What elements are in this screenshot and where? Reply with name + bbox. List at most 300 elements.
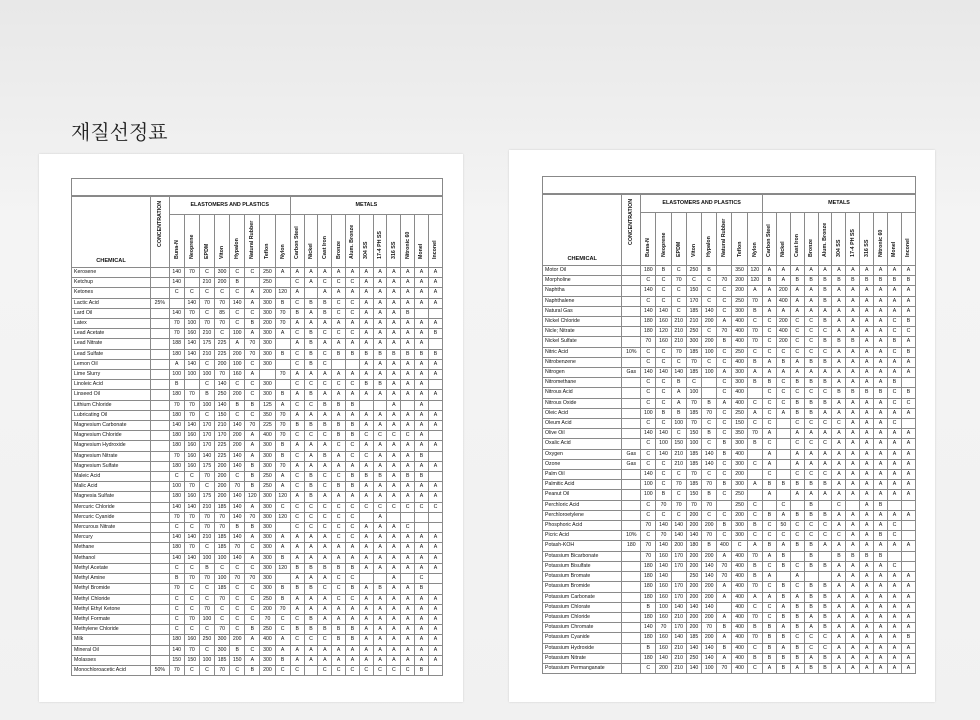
- rating-cell: [428, 400, 442, 410]
- rating-cell: A: [359, 359, 373, 369]
- rating-cell: B: [832, 337, 846, 347]
- rating-cell: B: [790, 398, 804, 408]
- table-row: [72, 329, 443, 339]
- rating-cell: A: [747, 592, 762, 602]
- rating-cell: A: [359, 523, 373, 533]
- rating-cell: B: [304, 298, 318, 308]
- rating-cell: A: [346, 461, 360, 471]
- rating-cell: A: [428, 635, 442, 645]
- rating-cell: [275, 380, 290, 390]
- rating-cell: A: [776, 266, 790, 276]
- column-header: 316 SS: [860, 213, 874, 266]
- rating-cell: 200: [732, 286, 747, 296]
- rating-cell: A: [332, 604, 346, 614]
- rating-cell: A: [901, 286, 915, 296]
- rating-cell: 210: [671, 663, 686, 673]
- table-row: [72, 461, 443, 471]
- rating-cell: B: [804, 663, 818, 673]
- rating-cell: 70: [747, 429, 762, 439]
- rating-cell: B: [346, 584, 360, 594]
- chemical-name: Lead Acetate: [72, 329, 151, 339]
- rating-cell: A: [387, 645, 401, 655]
- rating-cell: 200: [702, 551, 717, 561]
- chemical-name: Mercuric Chloride: [72, 502, 151, 512]
- rating-cell: [304, 665, 318, 675]
- rating-cell: B: [332, 625, 346, 635]
- chemical-compatibility-table-left: [71, 195, 443, 676]
- rating-cell: A: [318, 614, 332, 624]
- rating-cell: 180: [641, 633, 656, 643]
- rating-cell: B: [304, 625, 318, 635]
- rating-cell: C: [215, 563, 230, 573]
- rating-cell: 70: [275, 461, 290, 471]
- chemical-name: Mercurous Nitrate: [72, 523, 151, 533]
- page-title: 재질선정표: [71, 120, 168, 144]
- rating-cell: A: [846, 459, 860, 469]
- rating-cell: A: [860, 490, 874, 500]
- rating-cell: 70: [169, 451, 184, 461]
- rating-cell: C: [790, 470, 804, 480]
- rating-cell: A: [860, 623, 874, 633]
- rating-cell: A: [717, 582, 732, 592]
- rating-cell: 140: [184, 298, 199, 308]
- rating-cell: B: [671, 378, 686, 388]
- rating-cell: A: [401, 461, 415, 471]
- rating-cell: B: [790, 276, 804, 286]
- rating-cell: B: [275, 655, 290, 665]
- rating-cell: B: [275, 584, 290, 594]
- rating-cell: B: [702, 490, 717, 500]
- rating-cell: A: [860, 408, 874, 418]
- rating-cell: 175: [199, 339, 214, 349]
- rating-cell: 100: [230, 359, 245, 369]
- rating-cell: A: [832, 266, 846, 276]
- rating-cell: A: [373, 533, 387, 543]
- rating-cell: A: [245, 329, 260, 339]
- rating-cell: A: [275, 482, 290, 492]
- rating-cell: 70: [169, 329, 184, 339]
- rating-cell: A: [359, 645, 373, 655]
- rating-cell: A: [860, 470, 874, 480]
- rating-cell: [763, 500, 777, 510]
- rating-cell: 70: [184, 410, 199, 420]
- rating-cell: 160: [656, 612, 671, 622]
- rating-cell: A: [387, 614, 401, 624]
- column-header: Bronze: [332, 215, 346, 268]
- rating-cell: A: [373, 268, 387, 278]
- table-row: [72, 380, 443, 390]
- table-row: [72, 614, 443, 624]
- rating-cell: A: [401, 288, 415, 298]
- rating-cell: A: [846, 592, 860, 602]
- rating-cell: [415, 512, 429, 522]
- rating-cell: A: [346, 319, 360, 329]
- concentration-cell: [622, 470, 641, 480]
- table-row: [543, 653, 916, 663]
- rating-cell: C: [290, 472, 304, 482]
- rating-cell: 300: [260, 553, 275, 563]
- rating-cell: 140: [641, 368, 656, 378]
- rating-cell: 160: [230, 370, 245, 380]
- rating-cell: A: [332, 390, 346, 400]
- rating-cell: 180: [641, 653, 656, 663]
- rating-cell: 140: [641, 429, 656, 439]
- rating-cell: 140: [199, 451, 214, 461]
- rating-cell: A: [373, 492, 387, 502]
- column-header: Teflon: [732, 213, 747, 266]
- column-header: Carbon Steel: [763, 213, 777, 266]
- rating-cell: C: [656, 388, 671, 398]
- rating-cell: C: [275, 614, 290, 624]
- rating-cell: 200: [230, 441, 245, 451]
- rating-cell: 140: [686, 643, 701, 653]
- rating-cell: A: [332, 655, 346, 665]
- rating-cell: 188: [169, 339, 184, 349]
- rating-cell: 185: [215, 533, 230, 543]
- rating-cell: A: [888, 633, 902, 643]
- rating-cell: A: [874, 643, 888, 653]
- rating-cell: A: [671, 388, 686, 398]
- rating-cell: B: [656, 490, 671, 500]
- rating-cell: B: [318, 563, 332, 573]
- rating-cell: B: [776, 612, 790, 622]
- rating-cell: A: [290, 390, 304, 400]
- rating-cell: C: [747, 510, 762, 520]
- concentration-cell: [151, 431, 170, 441]
- rating-cell: C: [346, 441, 360, 451]
- rating-cell: A: [373, 635, 387, 645]
- rating-cell: A: [359, 441, 373, 451]
- rating-cell: A: [373, 461, 387, 471]
- rating-cell: 170: [199, 431, 214, 441]
- concentration-cell: [622, 378, 641, 388]
- rating-cell: A: [359, 421, 373, 431]
- rating-cell: B: [790, 653, 804, 663]
- chemical-header: CHEMICAL: [543, 194, 622, 266]
- rating-cell: B: [332, 349, 346, 359]
- rating-cell: 250: [215, 390, 230, 400]
- rating-cell: A: [428, 553, 442, 563]
- rating-cell: A: [346, 543, 360, 553]
- rating-cell: A: [304, 594, 318, 604]
- rating-cell: 200: [230, 431, 245, 441]
- rating-cell: [717, 266, 732, 276]
- rating-cell: B: [702, 429, 717, 439]
- rating-cell: B: [346, 482, 360, 492]
- rating-cell: B: [415, 451, 429, 461]
- rating-cell: 100: [230, 329, 245, 339]
- rating-cell: A: [888, 306, 902, 316]
- rating-cell: B: [275, 390, 290, 400]
- rating-cell: A: [304, 543, 318, 553]
- rating-cell: A: [888, 480, 902, 490]
- concentration-cell: Gas: [622, 449, 641, 459]
- rating-cell: C: [290, 329, 304, 339]
- rating-cell: C: [717, 296, 732, 306]
- rating-cell: B: [818, 653, 832, 663]
- rating-cell: B: [318, 421, 332, 431]
- rating-cell: C: [763, 470, 777, 480]
- rating-cell: A: [776, 541, 790, 551]
- concentration-cell: [151, 451, 170, 461]
- rating-cell: 400: [732, 653, 747, 663]
- rating-cell: 185: [686, 459, 701, 469]
- rating-cell: C: [717, 459, 732, 469]
- rating-cell: C: [717, 408, 732, 418]
- rating-cell: [428, 380, 442, 390]
- table-row: [543, 480, 916, 490]
- column-header: Neoprene: [656, 213, 671, 266]
- rating-cell: 140: [656, 541, 671, 551]
- rating-cell: B: [230, 278, 245, 288]
- rating-cell: A: [901, 470, 915, 480]
- rating-cell: A: [359, 584, 373, 594]
- rating-cell: 100: [702, 368, 717, 378]
- rating-cell: A: [901, 459, 915, 469]
- rating-cell: [846, 500, 860, 510]
- concentration-cell: [622, 296, 641, 306]
- column-header: Monel: [415, 215, 429, 268]
- rating-cell: [428, 574, 442, 584]
- rating-cell: A: [763, 266, 777, 276]
- rating-cell: A: [763, 286, 777, 296]
- rating-cell: A: [888, 643, 902, 653]
- rating-cell: 170: [671, 551, 686, 561]
- rating-cell: C: [290, 502, 304, 512]
- rating-cell: A: [245, 288, 260, 298]
- rating-cell: A: [832, 306, 846, 316]
- rating-cell: A: [846, 286, 860, 296]
- rating-cell: A: [332, 543, 346, 553]
- rating-cell: A: [874, 663, 888, 673]
- rating-cell: A: [401, 278, 415, 288]
- column-header: 304 SS: [359, 215, 373, 268]
- chemical-name: Potassium Bisulfate: [543, 561, 622, 571]
- rating-cell: C: [804, 470, 818, 480]
- rating-cell: A: [401, 614, 415, 624]
- rating-cell: C: [717, 470, 732, 480]
- table-row: [72, 625, 443, 635]
- rating-cell: 170: [199, 441, 214, 451]
- rating-cell: C: [245, 594, 260, 604]
- rating-cell: B: [373, 472, 387, 482]
- rating-cell: A: [401, 645, 415, 655]
- column-header: 17-4 PH SS: [846, 213, 860, 266]
- rating-cell: 70: [230, 574, 245, 584]
- rating-cell: 210: [671, 337, 686, 347]
- table-row: [72, 431, 443, 441]
- rating-cell: C: [230, 380, 245, 390]
- rating-cell: [776, 449, 790, 459]
- rating-cell: C: [304, 512, 318, 522]
- rating-cell: A: [804, 266, 818, 276]
- chemical-name: Nitrous Oxide: [543, 398, 622, 408]
- rating-cell: 70: [686, 357, 701, 367]
- rating-cell: A: [346, 288, 360, 298]
- rating-cell: C: [641, 449, 656, 459]
- rating-cell: 185: [215, 584, 230, 594]
- rating-cell: A: [888, 408, 902, 418]
- rating-cell: A: [874, 286, 888, 296]
- concentration-cell: [151, 614, 170, 624]
- rating-cell: B: [332, 431, 346, 441]
- rating-cell: 70: [199, 574, 214, 584]
- rating-cell: A: [874, 347, 888, 357]
- rating-cell: 300: [260, 574, 275, 584]
- rating-cell: 225: [215, 451, 230, 461]
- table-row: [72, 604, 443, 614]
- rating-cell: A: [846, 449, 860, 459]
- chemical-name: Potash-KOH: [543, 541, 622, 551]
- rating-cell: 200: [215, 482, 230, 492]
- chemical-name: Lard Oil: [72, 308, 151, 318]
- rating-cell: A: [763, 429, 777, 439]
- concentration-cell: [151, 584, 170, 594]
- rating-cell: 200: [702, 592, 717, 602]
- chemical-name: Potassium Chlorate: [543, 602, 622, 612]
- rating-cell: A: [804, 368, 818, 378]
- rating-cell: B: [332, 635, 346, 645]
- chemical-name: Lime Slurry: [72, 370, 151, 380]
- rating-cell: B: [747, 439, 762, 449]
- rating-cell: 300: [260, 441, 275, 451]
- rating-cell: 70: [230, 543, 245, 553]
- chemical-name: Linseed Oil: [72, 390, 151, 400]
- rating-cell: A: [846, 306, 860, 316]
- rating-cell: C: [332, 502, 346, 512]
- rating-cell: A: [846, 531, 860, 541]
- rating-cell: A: [763, 572, 777, 582]
- rating-cell: 300: [260, 543, 275, 553]
- rating-cell: [428, 308, 442, 318]
- rating-cell: C: [641, 439, 656, 449]
- rating-cell: B: [776, 582, 790, 592]
- rating-cell: C: [804, 633, 818, 643]
- table-row: [72, 655, 443, 665]
- concentration-cell: [622, 439, 641, 449]
- rating-cell: A: [332, 319, 346, 329]
- table-row: [72, 482, 443, 492]
- column-header: Alum. Bronze: [346, 215, 360, 268]
- rating-cell: C: [346, 533, 360, 543]
- rating-cell: A: [359, 482, 373, 492]
- rating-cell: B: [401, 308, 415, 318]
- rating-cell: C: [717, 357, 732, 367]
- rating-cell: A: [387, 594, 401, 604]
- rating-cell: 185: [686, 480, 701, 490]
- rating-cell: 200: [260, 665, 275, 675]
- rating-cell: B: [415, 349, 429, 359]
- rating-cell: A: [387, 451, 401, 461]
- rating-cell: A: [359, 563, 373, 573]
- rating-cell: A: [373, 604, 387, 614]
- rating-cell: A: [874, 572, 888, 582]
- rating-cell: 300: [260, 298, 275, 308]
- rating-cell: C: [332, 380, 346, 390]
- rating-cell: A: [790, 592, 804, 602]
- rating-cell: 400: [732, 572, 747, 582]
- rating-cell: A: [387, 400, 401, 410]
- rating-cell: [717, 602, 732, 612]
- rating-cell: 70: [275, 370, 290, 380]
- rating-cell: A: [359, 288, 373, 298]
- rating-cell: B: [656, 408, 671, 418]
- rating-cell: A: [832, 408, 846, 418]
- rating-cell: C: [702, 357, 717, 367]
- rating-cell: 400: [732, 582, 747, 592]
- rating-cell: A: [373, 655, 387, 665]
- rating-cell: A: [359, 625, 373, 635]
- rating-cell: A: [888, 490, 902, 500]
- rating-cell: C: [184, 563, 199, 573]
- column-header: 304 SS: [832, 213, 846, 266]
- rating-cell: 140: [686, 602, 701, 612]
- rating-cell: B: [763, 633, 777, 643]
- concentration-cell: [622, 317, 641, 327]
- rating-cell: 250: [260, 625, 275, 635]
- rating-cell: C: [346, 574, 360, 584]
- rating-cell: B: [717, 449, 732, 459]
- rating-cell: C: [359, 502, 373, 512]
- rating-cell: B: [373, 380, 387, 390]
- rating-cell: A: [428, 625, 442, 635]
- table-row: [543, 612, 916, 622]
- rating-cell: A: [415, 441, 429, 451]
- rating-cell: C: [763, 602, 777, 612]
- rating-cell: A: [428, 482, 442, 492]
- rating-cell: A: [428, 298, 442, 308]
- rating-cell: [888, 500, 902, 510]
- rating-cell: 180: [641, 327, 656, 337]
- rating-cell: A: [901, 510, 915, 520]
- rating-cell: A: [387, 533, 401, 543]
- rating-cell: B: [763, 480, 777, 490]
- rating-cell: B: [359, 472, 373, 482]
- rating-cell: A: [401, 359, 415, 369]
- rating-cell: A: [874, 653, 888, 663]
- rating-cell: A: [776, 306, 790, 316]
- chemical-name: Nitrous Acid: [543, 388, 622, 398]
- rating-cell: A: [776, 643, 790, 653]
- rating-cell: B: [717, 643, 732, 653]
- rating-cell: A: [373, 308, 387, 318]
- rating-cell: A: [846, 643, 860, 653]
- table-row: [543, 296, 916, 306]
- rating-cell: B: [702, 541, 717, 551]
- concentration-cell: [622, 286, 641, 296]
- table-row: [72, 523, 443, 533]
- rating-cell: A: [428, 645, 442, 655]
- concentration-cell: [151, 461, 170, 471]
- rating-cell: A: [332, 492, 346, 502]
- rating-cell: A: [860, 480, 874, 490]
- rating-cell: C: [245, 359, 260, 369]
- concentration-cell: [151, 278, 170, 288]
- chemical-name: Methyl Formate: [72, 614, 151, 624]
- rating-cell: C: [169, 594, 184, 604]
- rating-cell: C: [790, 633, 804, 643]
- rating-cell: A: [747, 286, 762, 296]
- rating-cell: 70: [215, 625, 230, 635]
- rating-cell: 70: [199, 319, 214, 329]
- table-row: [543, 368, 916, 378]
- rating-cell: B: [790, 643, 804, 653]
- rating-cell: 140: [686, 663, 701, 673]
- chemical-name: Methyl Amine: [72, 574, 151, 584]
- rating-cell: A: [304, 461, 318, 471]
- rating-cell: A: [901, 653, 915, 663]
- rating-cell: B: [290, 563, 304, 573]
